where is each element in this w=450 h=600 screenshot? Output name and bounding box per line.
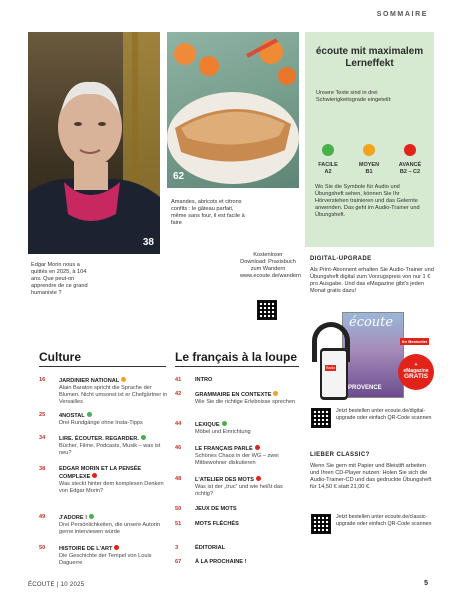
level-box-title: écoute mit maximalem Lerneffekt [315, 46, 424, 69]
toc-title: LE FRANÇAIS PARLÉ [195, 446, 253, 452]
edgar-morin-photo [28, 32, 160, 254]
level-box-intro: Unsere Texte sind in drei Schwierigkeitsgrade eingeteilt: [316, 90, 392, 103]
toc-description: Möbel und Einrichtung [195, 429, 251, 435]
portrait-illustration [28, 32, 160, 254]
digital-upgrade-qr-caption: Jetzt bestellen unter ecoute.de/digital-upgrade oder einfach QR-Code scannen [336, 408, 432, 421]
red-level-icon [404, 144, 416, 156]
level-dot-icon [121, 377, 126, 382]
cake-illustration [167, 32, 299, 188]
toc-page-number: 51 [175, 521, 182, 527]
level-dot-icon [273, 391, 278, 396]
page-badge-62: 62 [173, 171, 185, 182]
toc-page-number: 3 [175, 545, 179, 551]
toc-title: ÉDITORIAL [195, 545, 226, 551]
toc-title: GRAMMAIRE EN CONTEXTE [195, 392, 272, 398]
toc-title: LIRE. ÉCOUTER. REGARDER. [59, 436, 139, 442]
level-moyen [350, 144, 388, 176]
toc-description: Die Geschichte der Tempel von Louis Daguerre [59, 553, 152, 566]
digital-upgrade-qr-code[interactable] [311, 408, 331, 428]
level-code: B2 – C2 [399, 169, 421, 175]
level-name: AVANCÉ [398, 162, 422, 168]
level-dot-icon [256, 476, 261, 481]
footer-page-number: 5 [424, 580, 428, 587]
digital-upgrade-text: Als Print-Abonnent erhalten Sie Audio-Trainer und Übungsheft digital zum Vorzugspreis von nur 1 € pro Ausgabe. Und das eMagazine gibt's jeden Monat gratis dazu! [310, 267, 434, 294]
toc-page-number: 67 [175, 559, 182, 565]
toc-description: Drei Rundgänge ohne Insta-Tipps [59, 420, 143, 426]
toc-title: 4NOSTAL [59, 413, 85, 419]
toc-title: EDGAR MORIN ET LA PENSÉE COMPLEXE [59, 466, 142, 480]
level-info-box [305, 32, 434, 247]
toc-description: Was ist der „truc“ und wie heißt das richtig? [195, 484, 283, 497]
section-label: SOMMAIRE [376, 11, 428, 18]
magazine-cover-label: PROVENCE [348, 385, 382, 391]
download-note: Kostenloser Download: Praxisbuch zum Wandern www.ecoute.de/wandern [240, 252, 301, 279]
classic-upgrade-qr-code[interactable] [311, 514, 331, 534]
promo-plus: + [414, 362, 418, 368]
toc-title: MOTS FLÉCHÉS [195, 521, 239, 527]
level-dot-icon [255, 445, 260, 450]
toc-page-number: 46 [175, 445, 182, 451]
gratis-badge [398, 354, 434, 390]
cake-photo [167, 32, 299, 188]
toc-page-number: 16 [39, 377, 46, 383]
toc-title: J'ADORE ! [59, 515, 88, 521]
level-dot-icon [141, 435, 146, 440]
toc-page-number: 25 [39, 412, 46, 418]
culture-divider [39, 366, 166, 367]
promo-emagazine: eMagazine [403, 368, 429, 374]
toc-page-number: 48 [175, 476, 182, 482]
level-dot-icon [92, 473, 97, 478]
product-visual [310, 312, 436, 404]
level-facile [309, 144, 347, 176]
toc-description: Was steckt hinter dem komplexen Denken von Edgar Morin? [59, 481, 164, 494]
culture-heading: Culture [39, 350, 81, 364]
level-dot-icon [89, 514, 94, 519]
level-code: B1 [365, 169, 373, 175]
page-badge-38: 38 [142, 237, 154, 248]
toc-title: INTRO [195, 377, 213, 383]
digital-upgrade-heading: DIGITAL-UPGRADE [310, 256, 372, 262]
phone-icon [320, 348, 348, 400]
wandern-qr-code[interactable] [257, 300, 277, 320]
toc-description: Drei Persönlichkeiten, die unsere Autorin gerne interviewen würde [59, 522, 161, 535]
toc-page-number: 49 [39, 514, 46, 520]
level-dot-icon [87, 412, 92, 417]
footer-magazine-issue: ÉCOUTE | 10 2025 [28, 582, 85, 588]
level-dot-icon [222, 421, 227, 426]
morin-caption: Edgar Morin nous a quittés en 2025, à 104 ans. Que peut-on apprendre de ce grand humaniste ? [31, 262, 88, 296]
toc-description: Wie Sie die richtige Erlebnisse sprechen [195, 399, 296, 405]
toc-title: JEUX DE MOTS [195, 506, 237, 512]
phone-label: Radio [326, 366, 336, 370]
magazine-title: écoute [349, 315, 394, 330]
level-code: A2 [324, 169, 332, 175]
francais-heading: Le français à la loupe [175, 350, 298, 364]
toc-title: À LA PROCHAINE ! [195, 559, 247, 565]
level-name: FACILE [318, 162, 338, 168]
toc-title: HISTOIRE DE L'ART [59, 546, 113, 552]
toc-page-number: 38 [39, 466, 46, 472]
audio-exercise-text: Wo Sie die Symbole für Audio und Übungsheft sehen, können Sie Ihr Hörverstehen trainieren und das Gelernte anwenden. Das geht im Audio-Trainer und Übungsheft. [315, 184, 420, 218]
classic-upgrade-qr-caption: Jetzt bestellen unter ecoute.de/classic-upgrade oder einfach QR-Code scannen [336, 514, 432, 527]
promo-gratis: GRATIS [403, 373, 429, 380]
level-dot-icon [114, 545, 119, 550]
toc-page-number: 41 [175, 377, 182, 383]
toc-title: L'ATELIER DES MOTS [195, 477, 255, 483]
orange-level-icon [363, 144, 375, 156]
toc-page-number: 50 [39, 545, 46, 551]
toc-page-number: 42 [175, 391, 182, 397]
toc-page-number: 44 [175, 421, 182, 427]
green-level-icon [322, 144, 334, 156]
level-avance [391, 144, 429, 176]
cake-caption: Amandes, abricots et citrons confits : le gâteau parfait, même sans four, il est facile à faire [171, 199, 245, 226]
bestseller-badge: Ihr Bestseller [402, 339, 428, 344]
classic-upgrade-heading: LIEBER CLASSIC? [310, 452, 370, 458]
magazine-cover [342, 312, 404, 398]
classic-upgrade-text: Wenn Sie gern mit Papier und Bleistift arbeiten und Ihren CD-Player nutzen: Holen Sie sich die Audio-Trainer-CD und das gedruckte Übungsheft für 14,50 € statt 21,00 €. [310, 463, 432, 490]
francais-divider [175, 366, 299, 367]
toc-description: Alain Baraton spricht die Sprache der Blumen. Nicht umsonst ist er Chefgärtner in Versailles [59, 385, 168, 405]
toc-description: Bücher, Filme, Podcasts, Musik – was ist neu? [59, 443, 161, 456]
toc-description: Schönes Chaos in der WG – zwei Mitbewohner diskutieren [195, 453, 279, 466]
toc-title: LEXIQUE [195, 422, 220, 428]
level-name: MOYEN [358, 162, 380, 168]
toc-page-number: 50 [175, 506, 182, 512]
toc-title: JARDINIER NATIONAL [59, 378, 120, 384]
toc-page-number: 34 [39, 435, 46, 441]
